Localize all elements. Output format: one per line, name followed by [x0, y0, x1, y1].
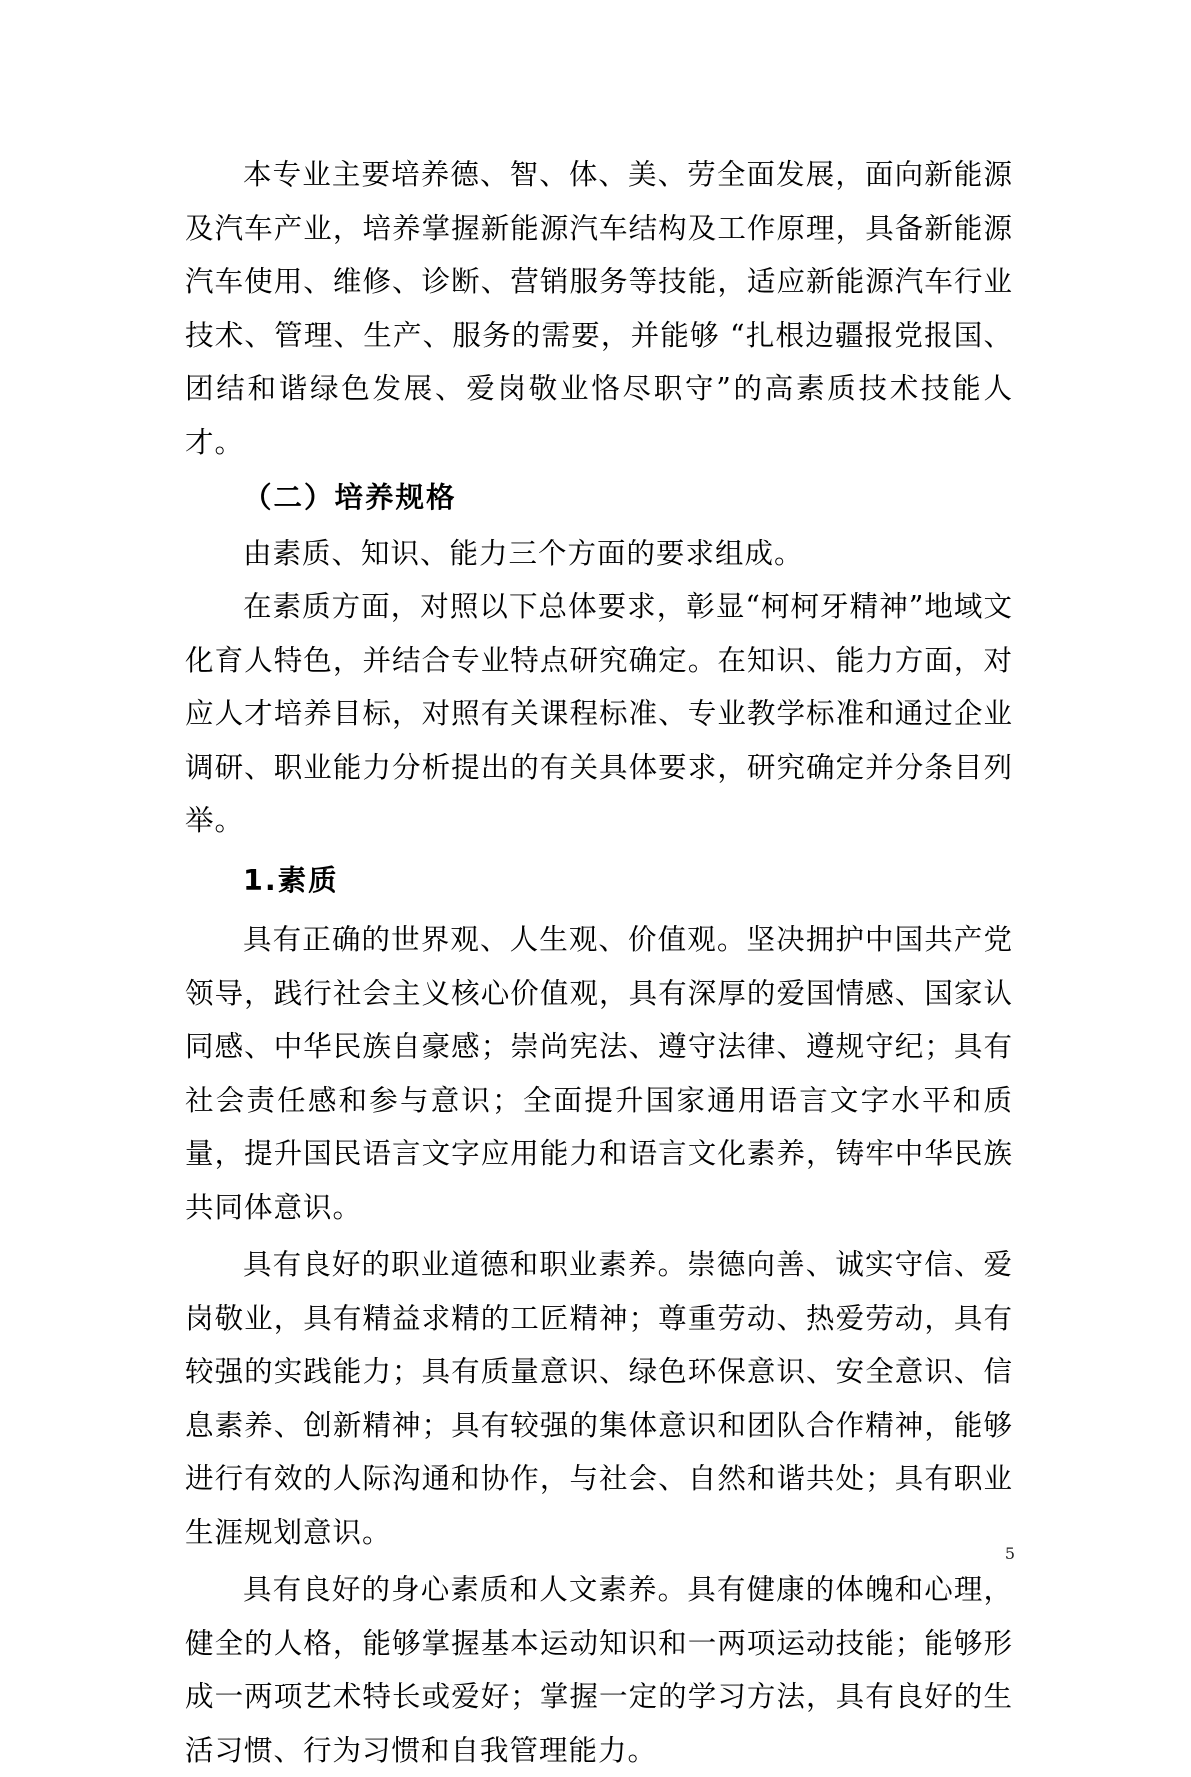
section-heading-training-spec: （二）培养规格	[243, 481, 457, 514]
paragraph-worldview: 具有正确的世界观、人生观、价值观。坚决拥护中国共产党领导，践行社会主义核心价值观，具有深厚的爱国情感、国家认同感、中华民族自豪感；崇尚宪法、遵守法律、遵规守纪；具有社会责任感和参与意识；全面提升国家通用语言文字水平和质量，提升国民语言文字应用能力和语言文化素养，铸牢中华民族共同体意识。	[185, 923, 1013, 1224]
paragraph-professional-ethics: 具有良好的职业道德和职业素养。崇德向善、诚实守信、爱岗敬业，具有精益求精的工匠精神；尊重劳动、热爱劳动，具有较强的实践能力；具有质量意识、绿色环保意识、安全意识、信息素养、创新精神；具有较强的集体意识和团队合作精神，能够进行有效的人际沟通和协作，与社会、自然和谐共处；具有职业生涯规划意识。	[185, 1248, 1013, 1549]
page-number: 5	[1004, 1544, 1015, 1563]
document-body	[185, 148, 1013, 1777]
paragraph-spec-basis: 在素质方面，对照以下总体要求，彰显“柯柯牙精神”地域文化育人特色，并结合专业特点研究确定。在知识、能力方面，对应人才培养目标，对照有关课程标准、专业教学标准和通过企业调研、职业能力分析提出的有关具体要求，研究确定并分条目列举。	[185, 590, 1013, 837]
paragraph-physical-mental: 具有良好的身心素质和人文素养。具有健康的体魄和心理，健全的人格，能够掌握基本运动知识和一两项运动技能；能够形成一两项艺术特长或爱好；掌握一定的学习方法，具有良好的生活习惯、行为习惯和自我管理能力。	[185, 1573, 1013, 1767]
paragraph-training-goal: 本专业主要培养德、智、体、美、劳全面发展，面向新能源及汽车产业，培养掌握新能源汽车结构及工作原理，具备新能源汽车使用、维修、诊断、营销服务等技能，适应新能源汽车行业技术、管理、生产、服务的需要，并能够 “扎根边疆报党报国、团结和谐绿色发展、爱岗敬业恪尽职守”的高素质技术技能人才。	[185, 158, 1013, 459]
subsection-heading-quality: 1.素质	[243, 863, 339, 897]
paragraph-spec-composition: 由素质、知识、能力三个方面的要求组成。	[243, 536, 804, 570]
